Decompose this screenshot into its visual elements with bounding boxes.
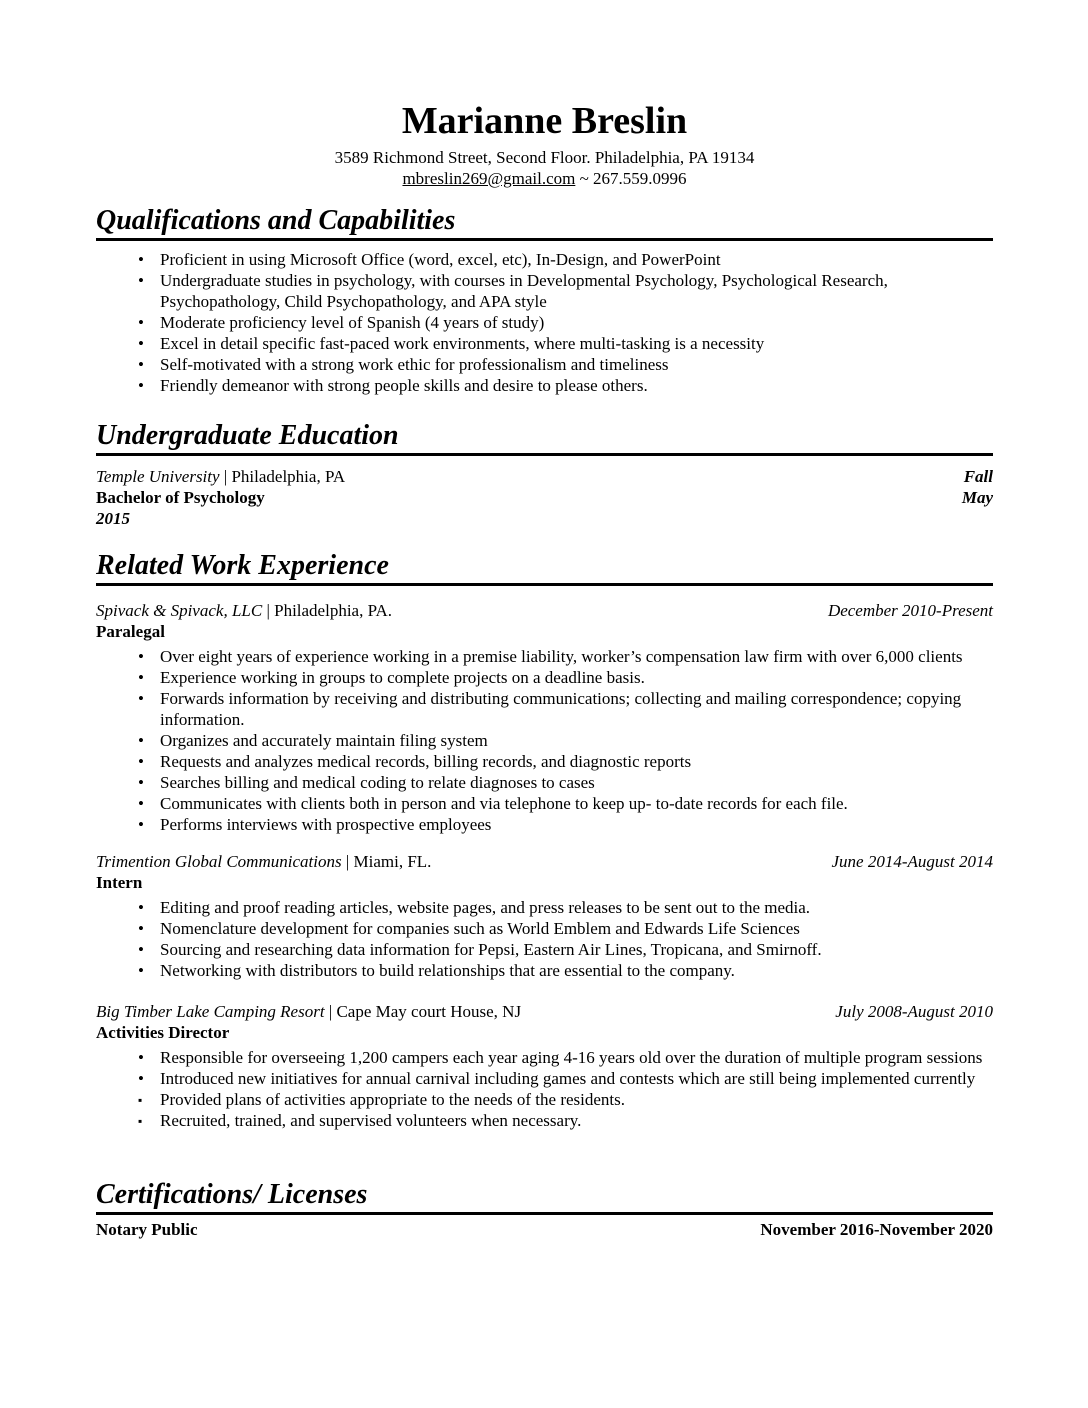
bullet-item: • Moderate proficiency level of Spanish (4 years of study) <box>96 312 993 333</box>
bullet-item: • Introduced new initiatives for annual carnival including games and contests which are still being implemented currently <box>96 1068 993 1089</box>
bullet-item: • Sourcing and researching data information for Pepsi, Eastern Air Lines, Tropicana, and Smirnoff. <box>96 939 993 960</box>
bullet-item: • Performs interviews with prospective employees <box>96 814 993 835</box>
bullet-item: • Proficient in using Microsoft Office (word, excel, etc), In-Design, and PowerPoint <box>96 249 993 270</box>
education-date-2: May <box>961 488 993 507</box>
bullet-item: • Nomenclature development for companies such as World Emblem and Edwards Life Sciences <box>96 918 993 939</box>
education-date-1: Fall <box>963 467 993 486</box>
bullet-item: ▪ Recruited, trained, and supervised volunteers when necessary. <box>96 1110 993 1131</box>
section-title-experience: Related Work Experience <box>96 549 993 586</box>
institution-line <box>96 466 345 487</box>
job-header-row <box>96 1001 993 1022</box>
education-row-degree <box>96 487 993 508</box>
pipe-separator: | <box>324 1002 337 1021</box>
job-role-row <box>96 1022 993 1043</box>
bullet-item: ▪ Provided plans of activities appropriate to the needs of the residents. <box>96 1089 993 1110</box>
job-block-bigtimber <box>96 1001 993 1131</box>
bullet-item: • Requests and analyzes medical records, billing records, and diagnostic reports <box>96 751 993 772</box>
bullet-item: • Over eight years of experience working in a premise liability, worker’s compensation law firm with over 6,000 clients <box>96 646 993 667</box>
job-bullets <box>96 897 993 981</box>
pipe-separator: | <box>219 467 232 486</box>
job-dates: July 2008-August 2010 <box>835 1002 993 1021</box>
bullet-item: • Communicates with clients both in person and via telephone to keep up- to-date records for each file. <box>96 793 993 814</box>
institution-name: Temple University <box>96 467 220 486</box>
pipe-separator: | <box>262 601 275 620</box>
bullet-item: • Organizes and accurately maintain filing system <box>96 730 993 751</box>
job-dates: December 2010-Present <box>827 601 993 620</box>
company-line <box>96 600 392 621</box>
bullet-item: • Networking with distributors to build relationships that are essential to the company. <box>96 960 993 981</box>
qualifications-list <box>96 249 993 396</box>
company-line <box>96 851 431 872</box>
job-header-row <box>96 600 993 621</box>
job-bullets <box>96 1047 993 1131</box>
education-row-year <box>96 508 993 529</box>
section-title-certifications: Certifications/ Licenses <box>96 1178 993 1215</box>
address-line: 3589 Richmond Street, Second Floor. Philadelphia, PA 19134 <box>334 148 755 167</box>
degree-name: Bachelor of Psychology <box>96 488 265 507</box>
job-header-row <box>96 851 993 872</box>
email-link[interactable]: mbreslin269@gmail.com <box>402 169 576 188</box>
person-name: Marianne Breslin <box>401 100 688 142</box>
bullet-item: • Experience working in groups to complete projects on a deadline basis. <box>96 667 993 688</box>
job-title: Paralegal <box>96 622 165 641</box>
company-name: Trimention Global Communications <box>96 852 342 871</box>
section-title-education: Undergraduate Education <box>96 419 993 456</box>
certification-name: Notary Public <box>96 1220 198 1239</box>
bullet-item: • Forwards information by receiving and distributing communications; collecting and mailing correspondence; copying information. <box>96 688 993 730</box>
job-location: Philadelphia, PA. <box>274 601 393 620</box>
job-location: Cape May court House, NJ <box>336 1002 522 1021</box>
institution-location: Philadelphia, PA <box>231 467 346 486</box>
job-dates: June 2014-August 2014 <box>831 852 993 871</box>
company-line <box>96 1001 521 1022</box>
job-block-trimention <box>96 851 993 981</box>
company-name: Big Timber Lake Camping Resort <box>96 1002 325 1021</box>
bullet-item: • Searches billing and medical coding to relate diagnoses to cases <box>96 772 993 793</box>
bullet-item: • Self-motivated with a strong work ethic for professionalism and timeliness <box>96 354 993 375</box>
section-title-qualifications: Qualifications and Capabilities <box>96 204 993 241</box>
education-block <box>96 466 993 529</box>
contact-line <box>96 168 993 189</box>
certification-dates: November 2016-November 2020 <box>760 1220 993 1239</box>
job-location: Miami, FL. <box>353 852 432 871</box>
contact-separator: ~ <box>575 169 594 188</box>
bullet-item: • Editing and proof reading articles, website pages, and press releases to be sent out to the media. <box>96 897 993 918</box>
education-date-3: 2015 <box>96 509 130 528</box>
pipe-separator: | <box>341 852 354 871</box>
job-title: Intern <box>96 873 143 892</box>
bullet-item: • Undergraduate studies in psychology, with courses in Developmental Psychology, Psychological Research, Psychopathology, Child Psychopathology, and APA style <box>96 270 993 312</box>
job-role-row <box>96 872 993 893</box>
job-block-spivack <box>96 600 993 835</box>
bullet-item: • Excel in detail specific fast-paced work environments, where multi-tasking is a necessity <box>96 333 993 354</box>
job-bullets <box>96 646 993 835</box>
company-name: Spivack & Spivack, LLC <box>96 601 263 620</box>
phone-number: 267.559.0996 <box>593 169 687 188</box>
job-title: Activities Director <box>96 1023 230 1042</box>
education-row-institution <box>96 466 993 487</box>
bullet-item: • Friendly demeanor with strong people skills and desire to please others. <box>96 375 993 396</box>
resume-header <box>96 98 993 189</box>
certification-row <box>96 1219 993 1240</box>
bullet-item: • Responsible for overseeing 1,200 campers each year aging 4-16 years old over the duration of multiple program sessions <box>96 1047 993 1068</box>
job-role-row <box>96 621 993 642</box>
